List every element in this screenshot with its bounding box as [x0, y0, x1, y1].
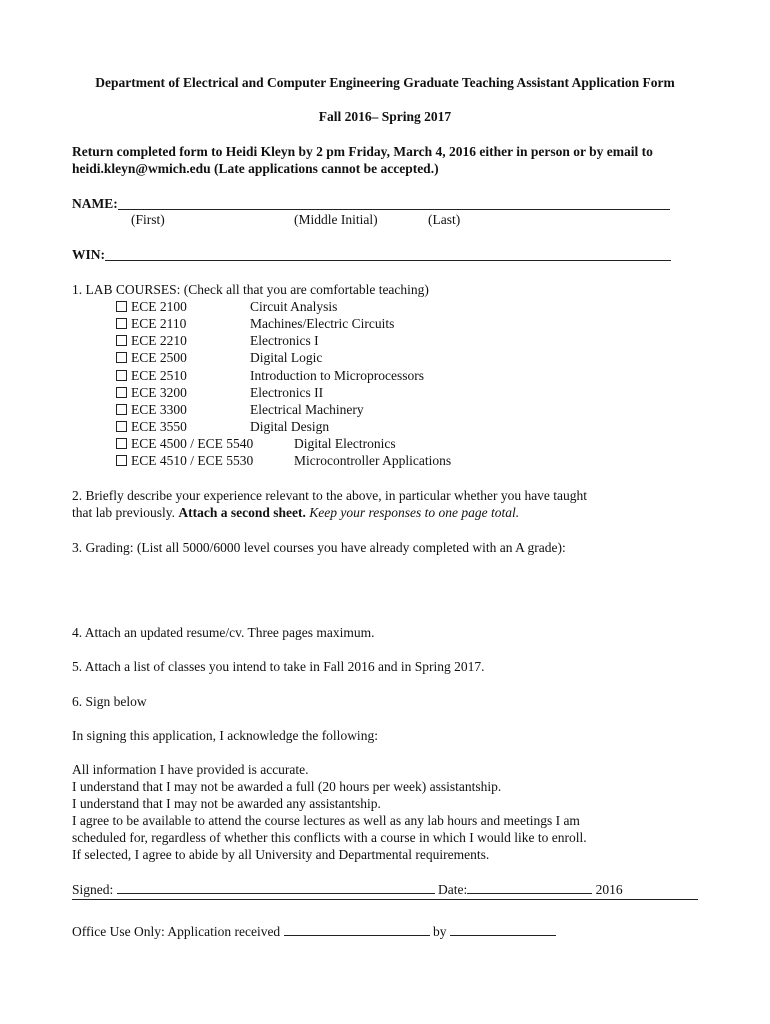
form-title: Department of Electrical and Computer Engineering Graduate Teaching Assistant Application Form [95, 75, 675, 90]
course-checkbox[interactable] [116, 352, 127, 363]
name-first-caption: (First) [131, 212, 165, 227]
course-checkbox[interactable] [116, 455, 127, 466]
course-code: ECE 3550 [131, 419, 187, 434]
course-code: ECE 2110 [131, 316, 187, 331]
course-code: ECE 2500 [131, 350, 187, 365]
class-list-instruction: 5. Attach a list of classes you intend to take in Fall 2016 and in Spring 2017. [72, 659, 485, 674]
course-title: Electronics I [250, 333, 319, 348]
course-title: Digital Design [250, 419, 330, 434]
course-checkbox[interactable] [116, 301, 127, 312]
course-code: ECE 3300 [131, 402, 187, 417]
acknowledge-line: I understand that I may not be awarded any assistantship. [72, 796, 381, 811]
signed-label: Signed: [72, 882, 117, 897]
course-title: Digital Electronics [294, 436, 396, 451]
date-label: Date: [434, 882, 468, 897]
course-code: ECE 4510 / ECE 5530 [131, 453, 254, 468]
lab-course-row [116, 367, 424, 384]
acknowledge-intro: In signing this application, I acknowledge the following: [72, 728, 378, 743]
course-checkbox[interactable] [116, 335, 127, 346]
course-checkbox[interactable] [116, 421, 127, 432]
experience-prompt-line2 [72, 504, 519, 521]
acknowledge-line: All information I have provided is accurate. [72, 762, 309, 777]
course-checkbox[interactable] [116, 318, 127, 329]
one-page-note: Keep your responses to one page total. [305, 505, 520, 520]
course-title: Microcontroller Applications [294, 453, 452, 468]
course-code: ECE 2510 [131, 368, 187, 383]
lab-course-row [116, 332, 319, 349]
course-title: Electronics II [250, 385, 324, 400]
acknowledge-line: I understand that I may not be awarded a full (20 hours per week) assistantship. [72, 779, 502, 794]
name-input-line[interactable] [118, 209, 670, 210]
signature-row [72, 880, 623, 898]
course-checkbox[interactable] [116, 370, 127, 381]
course-checkbox[interactable] [116, 404, 127, 415]
application-received-line[interactable] [284, 922, 430, 936]
lab-course-row [116, 418, 330, 435]
grading-prompt: 3. Grading: (List all 5000/6000 level courses you have already completed with an A grade): [72, 540, 566, 555]
lab-courses-heading: 1. LAB COURSES: (Check all that you are comfortable teaching) [72, 282, 429, 297]
course-title: Digital Logic [250, 350, 323, 365]
term-line: Fall 2016– Spring 2017 [318, 109, 452, 124]
name-last-caption: (Last) [428, 212, 461, 227]
experience-prompt-line1: 2. Briefly describe your experience relevant to the above, in particular whether you have taught [72, 488, 588, 503]
attach-second-sheet-note: Attach a second sheet. [178, 505, 306, 520]
course-title: Machines/Electric Circuits [250, 316, 395, 331]
received-by-line[interactable] [450, 922, 556, 936]
acknowledge-line: I agree to be available to attend the course lectures as well as any lab hours and meetings I am [72, 813, 580, 828]
return-instructions-line2: heidi.kleyn@wmich.edu (Late applications cannot be accepted.) [72, 161, 439, 176]
course-title: Introduction to Microprocessors [250, 368, 424, 383]
course-code: ECE 3200 [131, 385, 187, 400]
experience-prompt-plain: that lab previously. [72, 505, 179, 520]
course-title: Circuit Analysis [250, 299, 338, 314]
lab-course-row [116, 384, 324, 401]
lab-course-row [116, 349, 323, 366]
signature-section-divider [72, 899, 698, 900]
lab-course-row [116, 435, 396, 452]
return-instructions-line1: Return completed form to Heidi Kleyn by 2 pm Friday, March 4, 2016 either in person or by email to [72, 144, 653, 159]
lab-course-row [116, 452, 452, 469]
lab-course-row [116, 298, 338, 315]
signature-input-line[interactable] [117, 880, 435, 894]
course-checkbox[interactable] [116, 438, 127, 449]
course-code: ECE 4500 / ECE 5540 [131, 436, 254, 451]
office-by-label: by [429, 924, 450, 939]
office-use-row [72, 922, 556, 940]
win-label: WIN: [72, 247, 105, 262]
date-input-line[interactable] [467, 880, 592, 894]
course-title: Electrical Machinery [250, 402, 364, 417]
course-checkbox[interactable] [116, 387, 127, 398]
win-input-line[interactable] [105, 260, 671, 261]
lab-course-row [116, 401, 364, 418]
sign-below-instruction: 6. Sign below [72, 694, 147, 709]
resume-instruction: 4. Attach an updated resume/cv. Three pages maximum. [72, 625, 375, 640]
acknowledge-line: If selected, I agree to abide by all University and Departmental requirements. [72, 847, 490, 862]
acknowledge-line: scheduled for, regardless of whether this conflicts with a course in which I would like to enroll. [72, 830, 587, 845]
course-code: ECE 2210 [131, 333, 187, 348]
lab-course-row [116, 315, 395, 332]
name-middle-caption: (Middle Initial) [294, 212, 378, 227]
course-code: ECE 2100 [131, 299, 187, 314]
office-use-label: Office Use Only: Application received [72, 924, 284, 939]
name-label: NAME: [72, 196, 118, 211]
date-year: 2016 [592, 882, 623, 897]
